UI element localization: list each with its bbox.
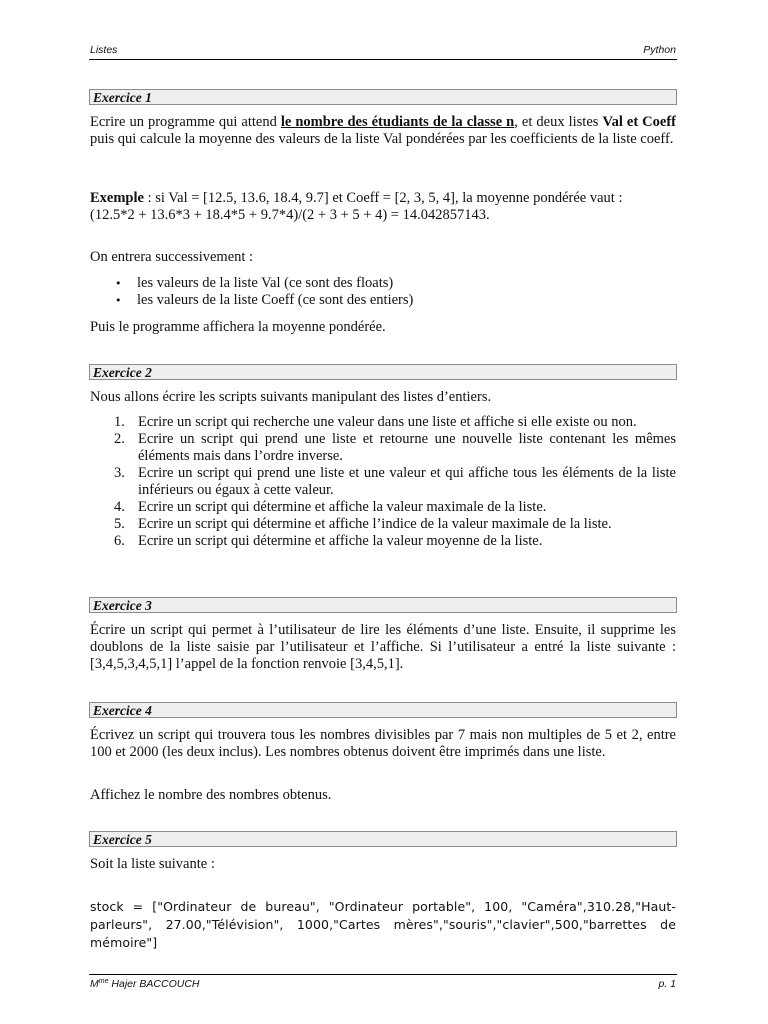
ex1-intro-text-b: , et deux listes [514,114,603,130]
item-number: 3. [114,465,125,481]
item-number: 6. [114,533,125,549]
exercise-4-title: Exercice 4 [93,703,152,718]
ex1-intro-text-c: puis qui calcule la moyenne des valeurs de la liste Val pondérées par les coefficients de la liste coeff. [90,131,674,147]
exercise-4-count: Affichez le nombre des nombres obtenus. [90,787,332,803]
exercise-3-title-bar [89,597,677,613]
ex1-intro-underlined: le nombre des étudiants de la classe n [280,114,515,130]
exercise-1-then: Puis le programme affichera la moyenne pondérée. [90,319,386,335]
item-text: Ecrire un script qui prend une liste et une valeur et qui affiche tous les éléments de la liste inférieurs ou égaux à cette valeur. [138,465,676,498]
header-right: Python [643,44,676,56]
example-line-1: : si Val = [12.5, 13.6, 18.4, 9.7] et Coeff = [2, 3, 5, 4], la moyenne pondérée vaut : [143,190,623,206]
exercise-4-title-bar [89,702,677,718]
bullet-item: • les valeurs de la liste Coeff (ce sont des entiers) [90,292,676,309]
exercise-1-enter: On entrera successivement : [90,249,254,265]
item-text: Ecrire un script qui détermine et affiche l’indice de la valeur maximale de la liste. [138,516,612,532]
bullet-item: • les valeurs de la liste Val (ce sont des floats) [90,275,676,292]
list-item [90,516,676,533]
exercise-2-list [90,414,676,550]
header-left: Listes [90,44,118,56]
exercise-1-title: Exercice 1 [93,90,152,105]
author-sup: me [98,978,109,985]
page-footer [89,974,677,991]
list-item [90,414,676,431]
example-label: Exemple [90,190,144,206]
author-name: Hajer BACCOUCH [108,978,200,990]
list-item [90,465,676,499]
item-number: 5. [114,516,125,532]
footer-author [90,978,200,990]
exercise-5-intro: Soit la liste suivante : [90,856,215,872]
footer-page-number: p. 1 [658,978,676,990]
exercise-5-title-bar [89,831,677,847]
exercise-1-title-bar [89,89,677,105]
item-number: 1. [114,414,125,430]
exercise-5-stock-list: stock = ["Ordinateur de bureau", "Ordinateur portable", 100, "Caméra",310.28,"Haut-parleurs", 27.00,"Télévision", 1000,"Cartes mères","souris","clavier",500,"barrettes de mémoire"] [90,899,676,950]
exercise-2-intro: Nous allons écrire les scripts suivants manipulant des listes d’entiers. [90,389,492,405]
exercise-4-text: Écrivez un script qui trouvera tous les nombres divisibles par 7 mais non multiples de 5 et 2, entre 100 et 2000 (les deux inclus). Les nombres obtenus doivent être imprimés dans une liste. [90,727,676,760]
list-item [90,499,676,516]
author-prefix: M [90,978,99,990]
exercise-2-title: Exercice 2 [93,365,152,380]
exercise-1-intro [90,114,676,148]
exercise-5-title: Exercice 5 [93,832,152,847]
item-number: 4. [114,499,125,515]
exercise-1-bullets [90,275,676,309]
ex1-intro-text-a: Ecrire un programme qui attend [90,114,281,130]
page-header [89,44,677,60]
item-text: Ecrire un script qui détermine et affiche la valeur maximale de la liste. [138,499,547,515]
exercise-2-title-bar [89,364,677,380]
item-text: Ecrire un script qui prend une liste et retourne une nouvelle liste contenant les mêmes éléments mais dans l’ordre inverse. [138,431,676,464]
item-text: Ecrire un script qui détermine et affiche la valeur moyenne de la liste. [138,533,543,549]
list-item [90,431,676,465]
exercise-3-title: Exercice 3 [93,598,152,613]
item-number: 2. [114,431,125,447]
list-item [90,533,676,550]
example-line-2: (12.5*2 + 13.6*3 + 18.4*5 + 9.7*4)/(2 + 3 + 5 + 4) = 14.042857143. [90,207,490,223]
ex1-intro-val-coeff: Val et Coeff [602,114,676,130]
item-text: Ecrire un script qui recherche une valeur dans une liste et affiche si elle existe ou non. [138,414,637,430]
exercise-3-text: Écrire un script qui permet à l’utilisateur de lire les éléments d’une liste. Ensuite, il supprime les doublons de la liste saisie par l’utilisateur et l’affiche. Si l’utilisateur a entré la liste suivante : [3,4,5,3,4,5,1] l’appel de la fonction renvoie [3,4,5,1]. [90,622,676,672]
exercise-1-example [90,190,676,224]
